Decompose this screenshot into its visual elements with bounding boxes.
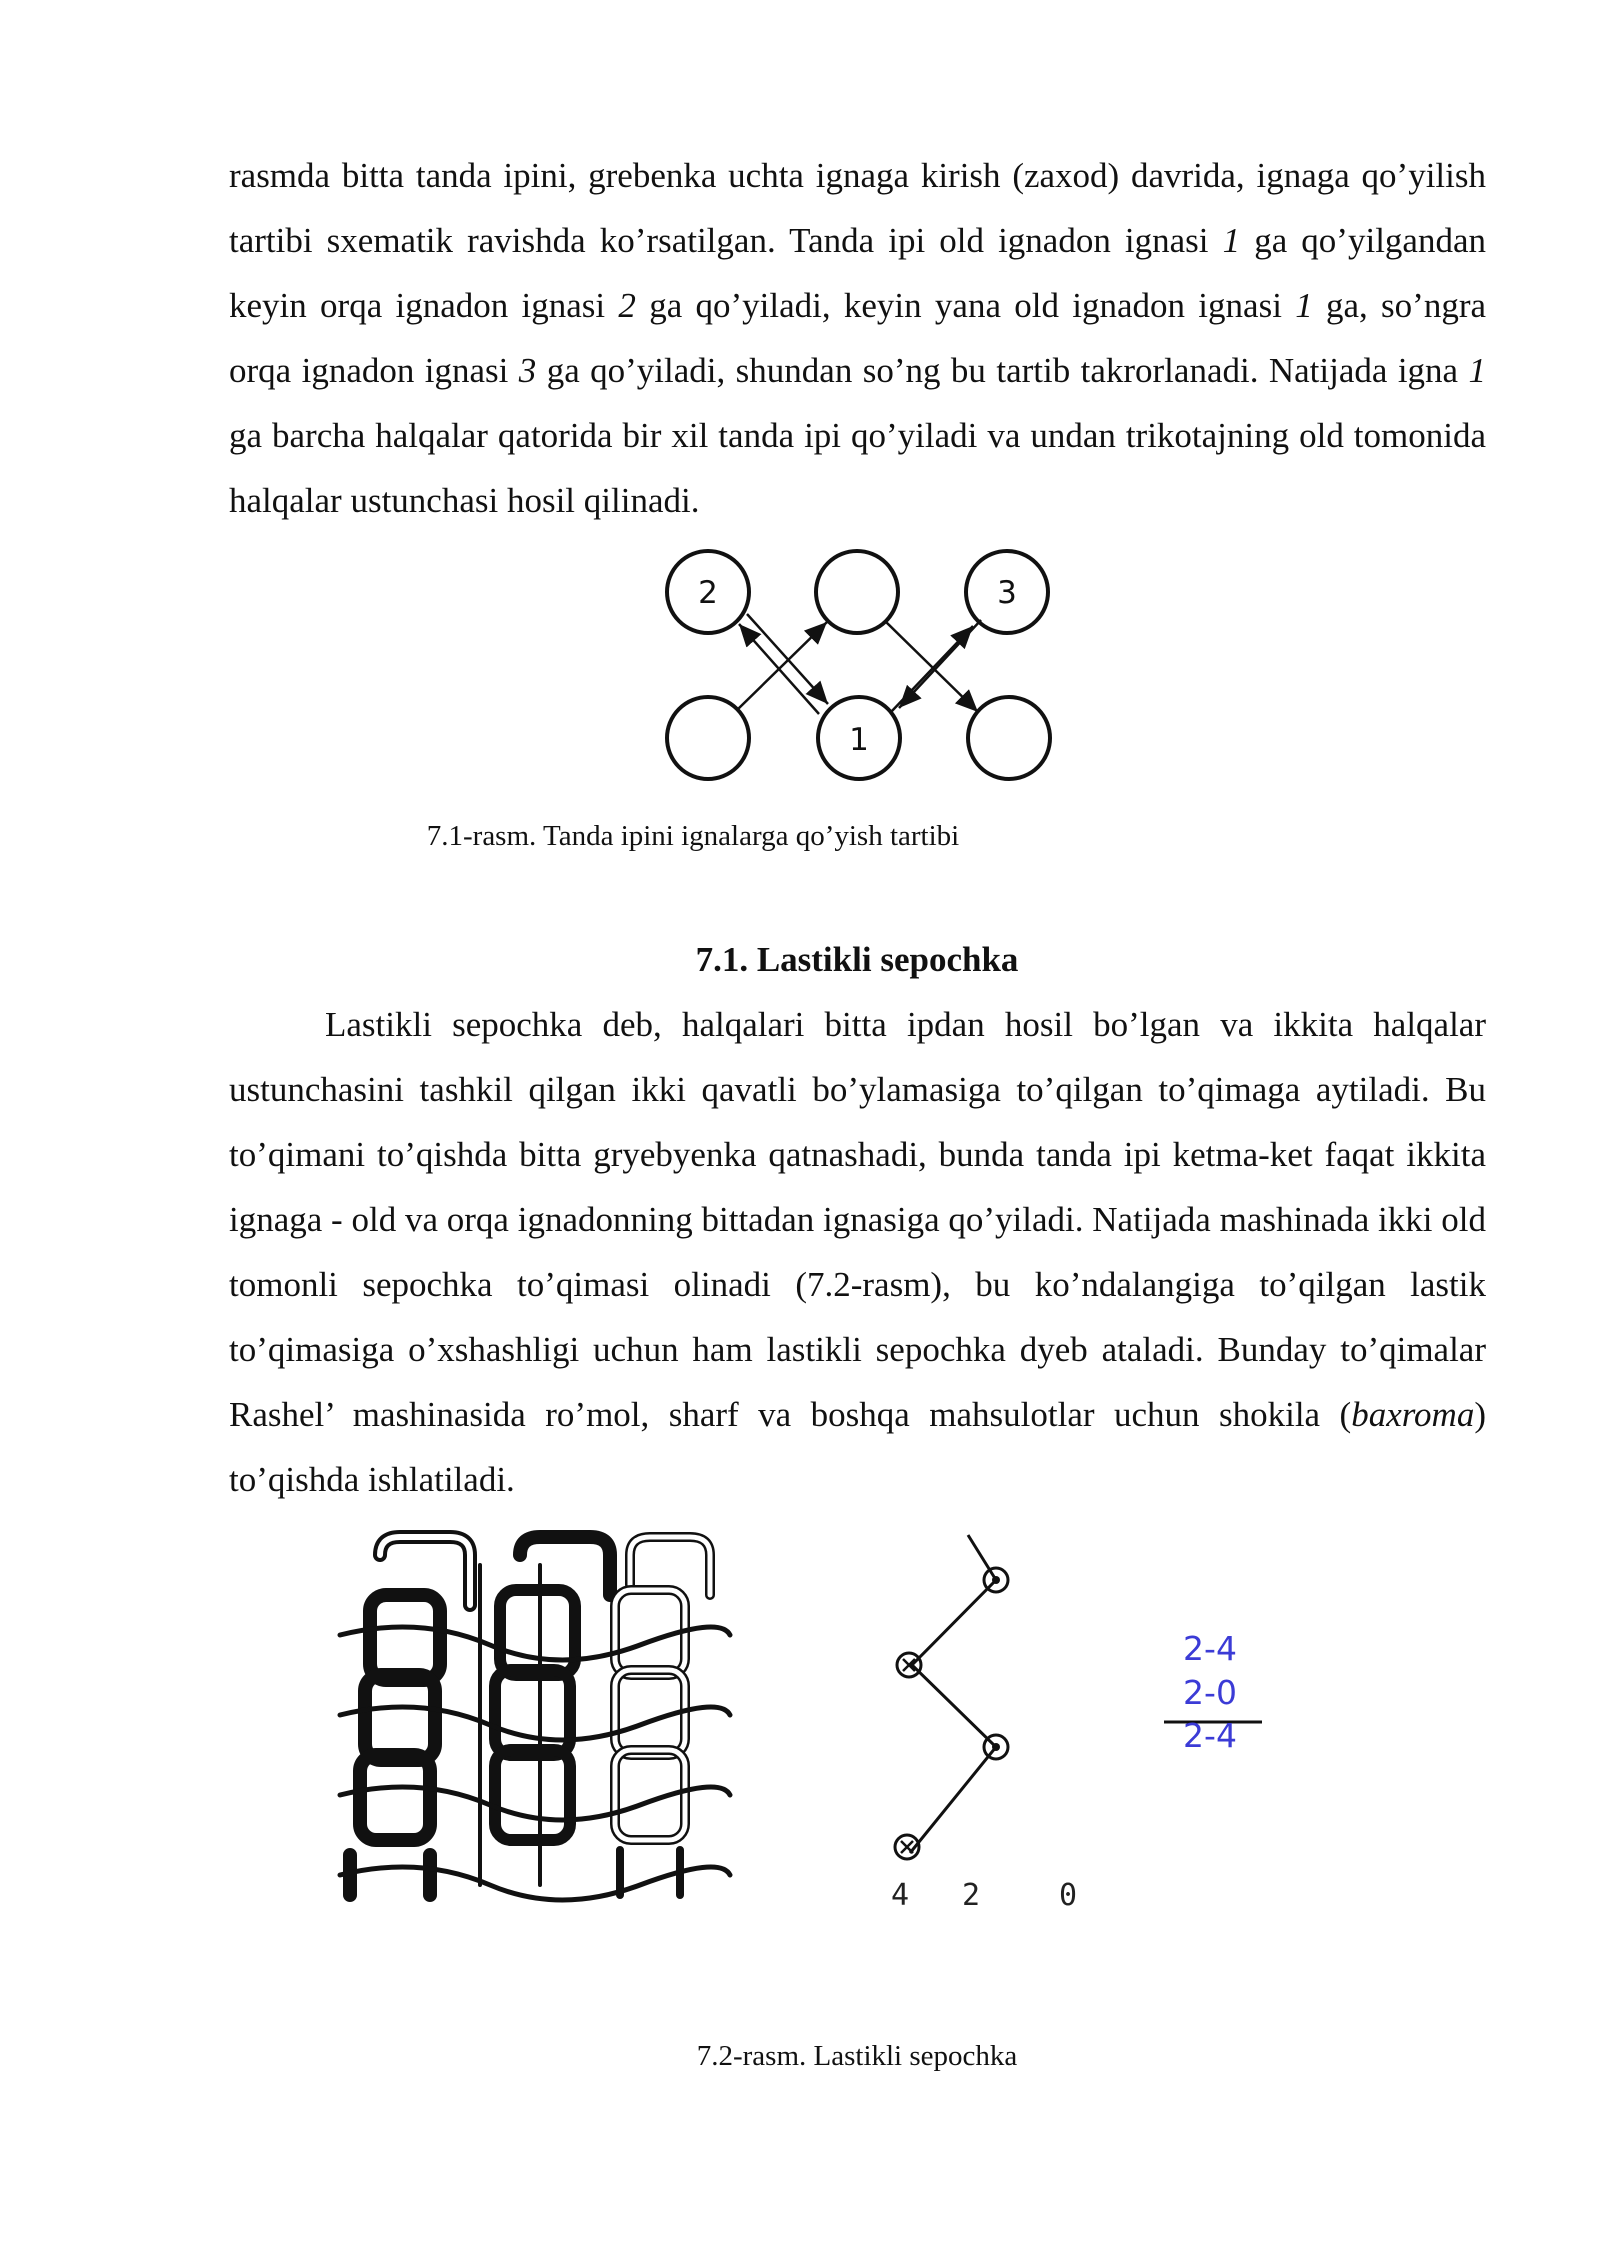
notation-row: 2-0 xyxy=(1183,1673,1237,1712)
loop-column-dark xyxy=(350,1537,470,1895)
paragraph-2 xyxy=(229,992,1486,1512)
lapping-arrow xyxy=(899,620,981,708)
figure-7-2-caption: 7.2-rasm. Lastikli sepochka xyxy=(696,2040,1018,2072)
notation-row: 2-4 xyxy=(1183,1629,1237,1668)
connecting-threads xyxy=(340,1565,730,1900)
notation-row: 2-4 xyxy=(1183,1716,1237,1755)
needle-lapping-diagram xyxy=(655,540,1075,790)
lapping-axis-label: 4 xyxy=(890,1878,910,1913)
chain-notation xyxy=(1160,1630,1270,1770)
lapping-notation-diagram xyxy=(860,1535,1090,1915)
lapping-axis-label: 0 xyxy=(1058,1878,1078,1913)
paragraph-1: rasmda bitta tanda ipini, grebenka uchta ignaga kirish (zaxod) davrida, ignaga qo’yilish tartibi sxematik ravishda ko’rsatilgan. Tanda ipi old ignadon ignasi 1 ga qo’yilgandan keyin orqa ignadon ignasi 2 ga qo’yiladi, keyin yana old ignadon ignasi 1 ga, so’ngra orqa ignadon ignasi 3 ga qo’yiladi, shundan so’ng bu tartib takrorlanadi. Natijada igna 1 ga barcha halqalar qatorida bir xil tanda ipi qo’yiladi va undan trikotajning old tomonida halqalar ustunchasi hosil qilinadi. xyxy=(229,156,1487,520)
needle-circle xyxy=(816,551,898,633)
needle-label-1: 1 xyxy=(849,722,869,758)
needle-label-3: 3 xyxy=(997,575,1017,611)
needle-circle xyxy=(968,697,1050,779)
needle-label-2: 2 xyxy=(698,575,718,611)
loop-column-dark xyxy=(495,1537,610,1840)
paragraph-2-text: Lastikli sepochka deb, halqalari bitta ipdan hosil bo’lgan va ikkita halqalar ustunchasini tashkil qilgan ikki qavatli bo’ylamasiga to’qilgan to’qimaga aytiladi. Bu to’qimani to’qishda bitta gryebyenka qatnashadi, bunda tanda ipi ketma-ket faqat ikkita ignaga - old va orqa ignadonning bittadan ignasiga qo’yiladi. Natijada mashinada ikki old tomonli sepochka to’qimasi olinadi (7.2-rasm), bu ko’ndalangiga to’qilgan lastik to’qimasiga o’xshashligi uchun ham lastikli sepochka dyeb ataladi. Bunday to’qimalar Rashel’ mashinasida ro’mol, sharf va boshqa mahsulotlar uchun shokila (baxroma) to’qishda ishlatiladi. xyxy=(229,1005,1486,1499)
lapping-axis-label: 2 xyxy=(961,1878,981,1913)
section-heading: 7.1. Lastikli sepochka xyxy=(695,940,1019,979)
figure-7-1-caption: 7.1-rasm. Tanda ipini ignalarga qo’yish tartibi xyxy=(426,820,960,852)
knitted-fabric-illustration xyxy=(330,1525,740,1925)
